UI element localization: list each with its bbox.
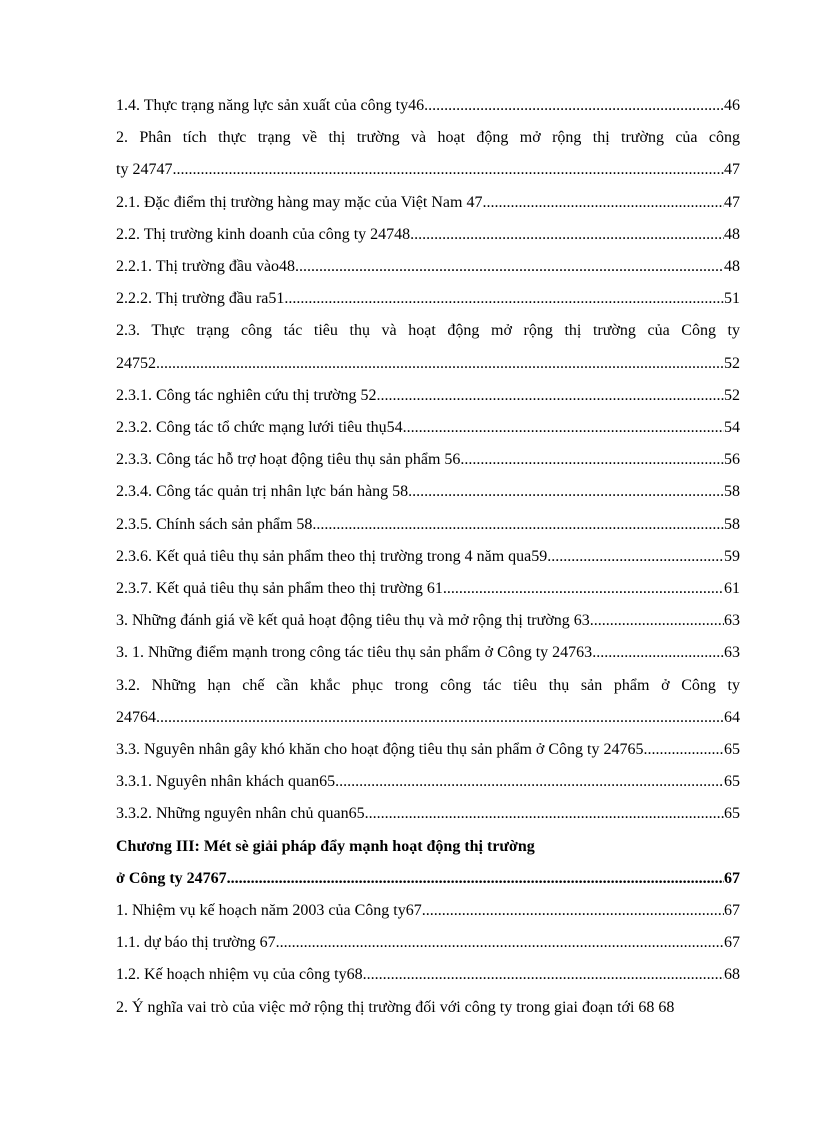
toc-entry-title: 2.3.7. Kết quả tiêu thụ sản phẩm theo thị trường 61 [116,580,443,598]
toc-page-number: 67 [724,902,740,920]
dot-leader [403,412,724,444]
toc-entry-title: 3.3.2. Những nguyên nhân chủ quan65 [116,805,365,823]
toc-entry-row [116,187,740,219]
toc-page-number: 54 [724,419,740,437]
toc-page-number: 67 [724,934,740,952]
toc-entry-title: ty 24747 [116,161,173,179]
toc-entry [116,251,740,283]
toc-entry-title: 2.2.2. Thị trường đầu ra51 [116,290,285,308]
dot-leader [644,734,725,766]
dot-leader [424,90,724,122]
dot-leader [376,380,724,412]
toc-page-number: 65 [724,805,740,823]
toc-entry-row [116,895,740,927]
dot-leader [335,766,724,798]
toc-entry [116,476,740,508]
toc-entry-title: 2.3.5. Chính sách sản phẩm 58 [116,515,313,533]
toc-entry [116,670,740,734]
toc-page-number: 47 [724,161,740,179]
dot-leader [295,251,724,283]
toc-entry-title: 2.3.6. Kết quả tiêu thụ sản phẩm theo thị trường trong 4 năm qua59 [116,547,548,565]
toc-entry-title: 2. Ý nghĩa vai trò của việc mở rộng thị trường đối với công ty trong giai đoạn tới 68 68 [116,998,675,1016]
toc-entry-row [116,380,740,412]
toc-entry [116,283,740,315]
toc-entry-row [116,798,740,830]
toc-entry-row [116,605,740,637]
toc-entry [116,734,740,766]
toc-page-number: 48 [724,225,740,243]
dot-leader [365,798,724,830]
toc-entry-title: 2.2. Thị trường kinh doanh của công ty 24748 [116,225,411,243]
toc-entry [116,959,740,991]
toc-page-number: 64 [724,708,740,726]
toc-entry-row [116,573,740,605]
toc-entry-row [116,348,740,380]
toc-entry [116,895,740,927]
toc-entry-title: 3. 1. Những điểm mạnh trong công tác tiêu thụ sản phẩm ở Công ty 24763 [116,644,593,662]
dot-leader [592,637,724,669]
toc-entry-title: 2.1. Đặc điểm thị trường hàng may mặc của Việt Nam 47 [116,193,483,211]
toc-page-number: 52 [724,354,740,372]
toc-page-number: 58 [724,515,740,533]
toc-page-number: 63 [724,644,740,662]
toc-entry-row [116,702,740,734]
toc-entry-title: 1.4. Thực trạng năng lực sản xuất của công ty46 [116,97,425,114]
toc-entry [116,605,740,637]
toc-page-number: 47 [724,193,740,211]
dot-leader [276,927,724,959]
toc-entry-title: 24752 [116,354,156,372]
toc-entry-title: 3. Những đánh giá về kết quả hoạt động tiêu thụ và mở rộng thị trường 63 [116,612,590,630]
toc-entry-title: 1. Nhiệm vụ kế hoạch năm 2003 của Công ty67 [116,902,422,920]
toc-entry-title-line1: 2.3. Thực trạng công tác tiêu thụ và hoạt động mở rộng thị trường của Công ty [116,322,740,340]
table-of-contents [116,90,740,1024]
toc-entry-row [116,251,740,283]
dot-leader [408,476,724,508]
toc-page-number: 65 [724,773,740,791]
toc-page-number: 61 [724,580,740,598]
dot-leader [422,895,724,927]
toc-entry [116,444,740,476]
toc-entry-row [116,283,740,315]
toc-entry-title: ở Công ty 24767 [116,869,227,887]
toc-entry [116,798,740,830]
toc-entry-title: 1.2. Kế hoạch nhiệm vụ của công ty68 [116,966,363,984]
toc-page-number: 68 [724,966,740,984]
toc-entry [116,927,740,959]
toc-entry [116,315,740,379]
dot-leader [547,541,724,573]
toc-page-number: 58 [724,483,740,501]
toc-page-number: 63 [724,612,740,630]
toc-entry [116,90,740,122]
toc-entry-row [116,154,740,186]
toc-entry-title-line1: 3.2. Những hạn chế cần khắc phục trong công tác tiêu thụ sản phẩm ở Công ty [116,676,740,694]
dot-leader [482,187,724,219]
toc-entry-title: 2.2.1. Thị trường đầu vào48 [116,258,296,276]
toc-entry-row [116,766,740,798]
toc-page-number: 51 [724,290,740,308]
toc-entry [116,219,740,251]
toc-entry [116,412,740,444]
dot-leader [460,444,724,476]
dot-leader [443,573,724,605]
toc-entry-row [116,992,740,1024]
toc-entry [116,541,740,573]
toc-entry-row [116,959,740,991]
toc-entry-row [116,90,740,122]
toc-entry-row [116,476,740,508]
toc-page-number: 46 [724,97,740,114]
toc-entry [116,992,740,1024]
toc-page-number: 65 [724,741,740,759]
toc-entry-title: 3.3. Nguyên nhân gây khó khăn cho hoạt động tiêu thụ sản phẩm ở Công ty 24765 [116,741,644,759]
toc-entry [116,831,740,895]
toc-entry-row [116,863,740,895]
toc-entry [116,573,740,605]
toc-entry-title: 2.3.4. Công tác quản trị nhân lực bán hàng 58 [116,483,409,501]
toc-entry-title-line1: Chương III: Mét sè giải pháp đẩy mạnh hoạt động thị trường [116,837,535,855]
dot-leader [156,702,724,734]
toc-entry-row [116,734,740,766]
toc-entry-title: 2.3.3. Công tác hỗ trợ hoạt động tiêu thụ sản phẩm 56 [116,451,461,469]
toc-entry-title: 3.3.1. Nguyên nhân khách quan65 [116,773,336,791]
toc-page-number: 52 [724,386,740,404]
toc-page-number: 59 [724,547,740,565]
dot-leader [590,605,724,637]
dot-leader [227,863,724,895]
toc-entry [116,187,740,219]
toc-page-number: 48 [724,258,740,276]
toc-entry-title: 24764 [116,708,156,726]
toc-entry [116,766,740,798]
dot-leader [363,959,724,991]
toc-entry [116,122,740,186]
dot-leader [284,283,724,315]
toc-entry [116,509,740,541]
toc-entry-title: 1.1. dự báo thị trường 67 [116,934,276,952]
dot-leader [410,219,724,251]
toc-entry-row [116,509,740,541]
toc-entry [116,380,740,412]
toc-entry-row [116,444,740,476]
toc-entry-title: 2.3.1. Công tác nghiên cứu thị trường 52 [116,386,377,404]
toc-entry-row [116,637,740,669]
dot-leader [312,509,724,541]
toc-entry-row [116,541,740,573]
toc-entry-title: 2.3.2. Công tác tổ chức mạng lưới tiêu thụ54 [116,419,403,437]
toc-page-number: 67 [724,869,740,887]
toc-page-number: 56 [724,451,740,469]
toc-entry-title-line1: 2. Phân tích thực trạng về thị trường và hoạt động mở rộng thị trường của công [116,129,740,147]
toc-entry [116,637,740,669]
toc-entry-row [116,927,740,959]
dot-leader [172,154,724,186]
toc-entry-row [116,219,740,251]
dot-leader [156,348,724,380]
toc-entry-row [116,412,740,444]
